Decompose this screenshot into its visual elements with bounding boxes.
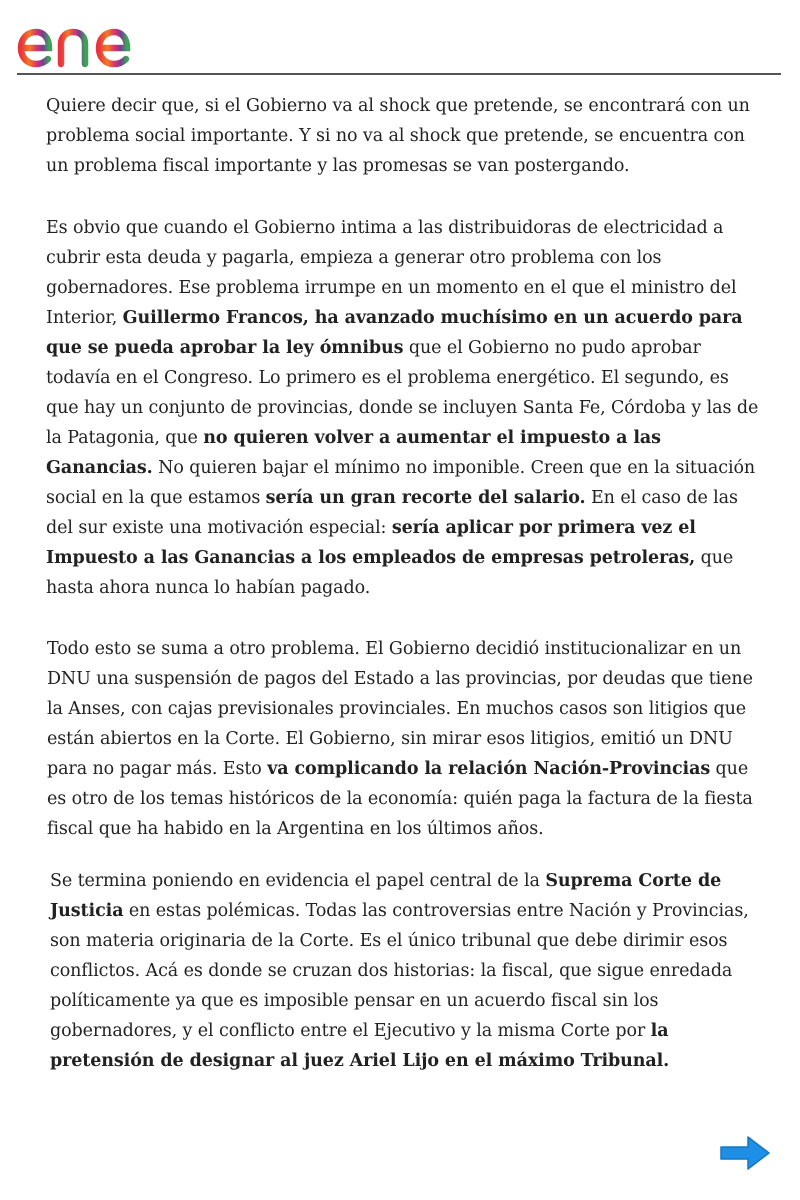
text-run: En el caso de las del sur existe una motivación especial:	[46, 488, 738, 538]
header-divider	[17, 73, 781, 75]
bold-text-run: sería aplicar por primera vez el Impuesto a las Ganancias a los empleados de empresas petroleras,	[46, 518, 696, 568]
text-run: Se termina poniendo en evidencia el papel central de la	[50, 871, 546, 891]
text-run: Todo esto se suma a otro problema. El Gobierno decidió institucionalizar en un DNU una suspensión de pagos del Estado a las provincias, por deudas que tiene la Anses, con cajas previsionales provinciales. En muchos casos son litigios que están abiertos en la Corte. El Gobierno, sin mirar esos litigios, emitió un DNU para no pagar más. Esto	[47, 639, 753, 779]
paragraph-4	[50, 866, 760, 1076]
paragraph-2	[46, 213, 766, 603]
next-page-button[interactable]	[718, 1134, 772, 1172]
bold-text-run: Suprema Corte de Justicia	[50, 871, 722, 921]
text-run: Quiere decir que, si el Gobierno va al shock que pretende, se encontrará con un problema social importante. Y si no va al shock que pretende, se encuentra con un problema fiscal importante y las promesas se van postergando.	[46, 96, 750, 176]
paragraph-3	[47, 634, 769, 844]
text-run: en estas polémicas. Todas las controversias entre Nación y Provincias, son materia originaria de la Corte. Es el único tribunal que debe dirimir esos conflictos. Acá es donde se cruzan dos historias: la fiscal, que sigue enredada políticamente ya que es imposible pensar en un acuerdo fiscal sin los gobernadores, y el conflicto entre el Ejecutivo y la misma Corte por	[50, 901, 749, 1041]
bold-text-run: Guillermo Francos, ha avanzado muchísimo en un acuerdo para que se pueda aprobar la ley ómnibus	[46, 308, 743, 358]
text-run: que es otro de los temas históricos de la economía: quién paga la factura de la fiesta fiscal que ha habido en la Argentina en los últimos años.	[47, 759, 753, 839]
text-run: que el Gobierno no pudo aprobar todavía en el Congreso. Lo primero es el problema energético. El segundo, es que hay un conjunto de provincias, donde se incluyen Santa Fe, Córdoba y las de la Patagonia, que	[46, 338, 759, 448]
text-run: que hasta ahora nunca lo habían pagado.	[46, 548, 734, 598]
enel-logo	[16, 8, 182, 68]
text-run: No quieren bajar el mínimo no imponible. Creen que en la situación social en la que estamos	[46, 458, 756, 508]
paragraph-1	[46, 91, 766, 181]
bold-text-run: no quieren volver a aumentar el impuesto a las Ganancias.	[46, 428, 661, 478]
bold-text-run: la pretensión de designar al juez Ariel Lijo en el máximo Tribunal.	[50, 1021, 670, 1071]
bold-text-run: va complicando la relación Nación-Provincias	[267, 759, 711, 779]
text-run: Es obvio que cuando el Gobierno intima a las distribuidoras de electricidad a cubrir esta deuda y pagarla, empieza a generar otro problema con los gobernadores. Ese problema irrumpe en un momento en el que el ministro del Interior,	[46, 218, 737, 328]
arrow-right-icon	[721, 1137, 769, 1169]
bold-text-run: sería un gran recorte del salario.	[265, 488, 586, 508]
